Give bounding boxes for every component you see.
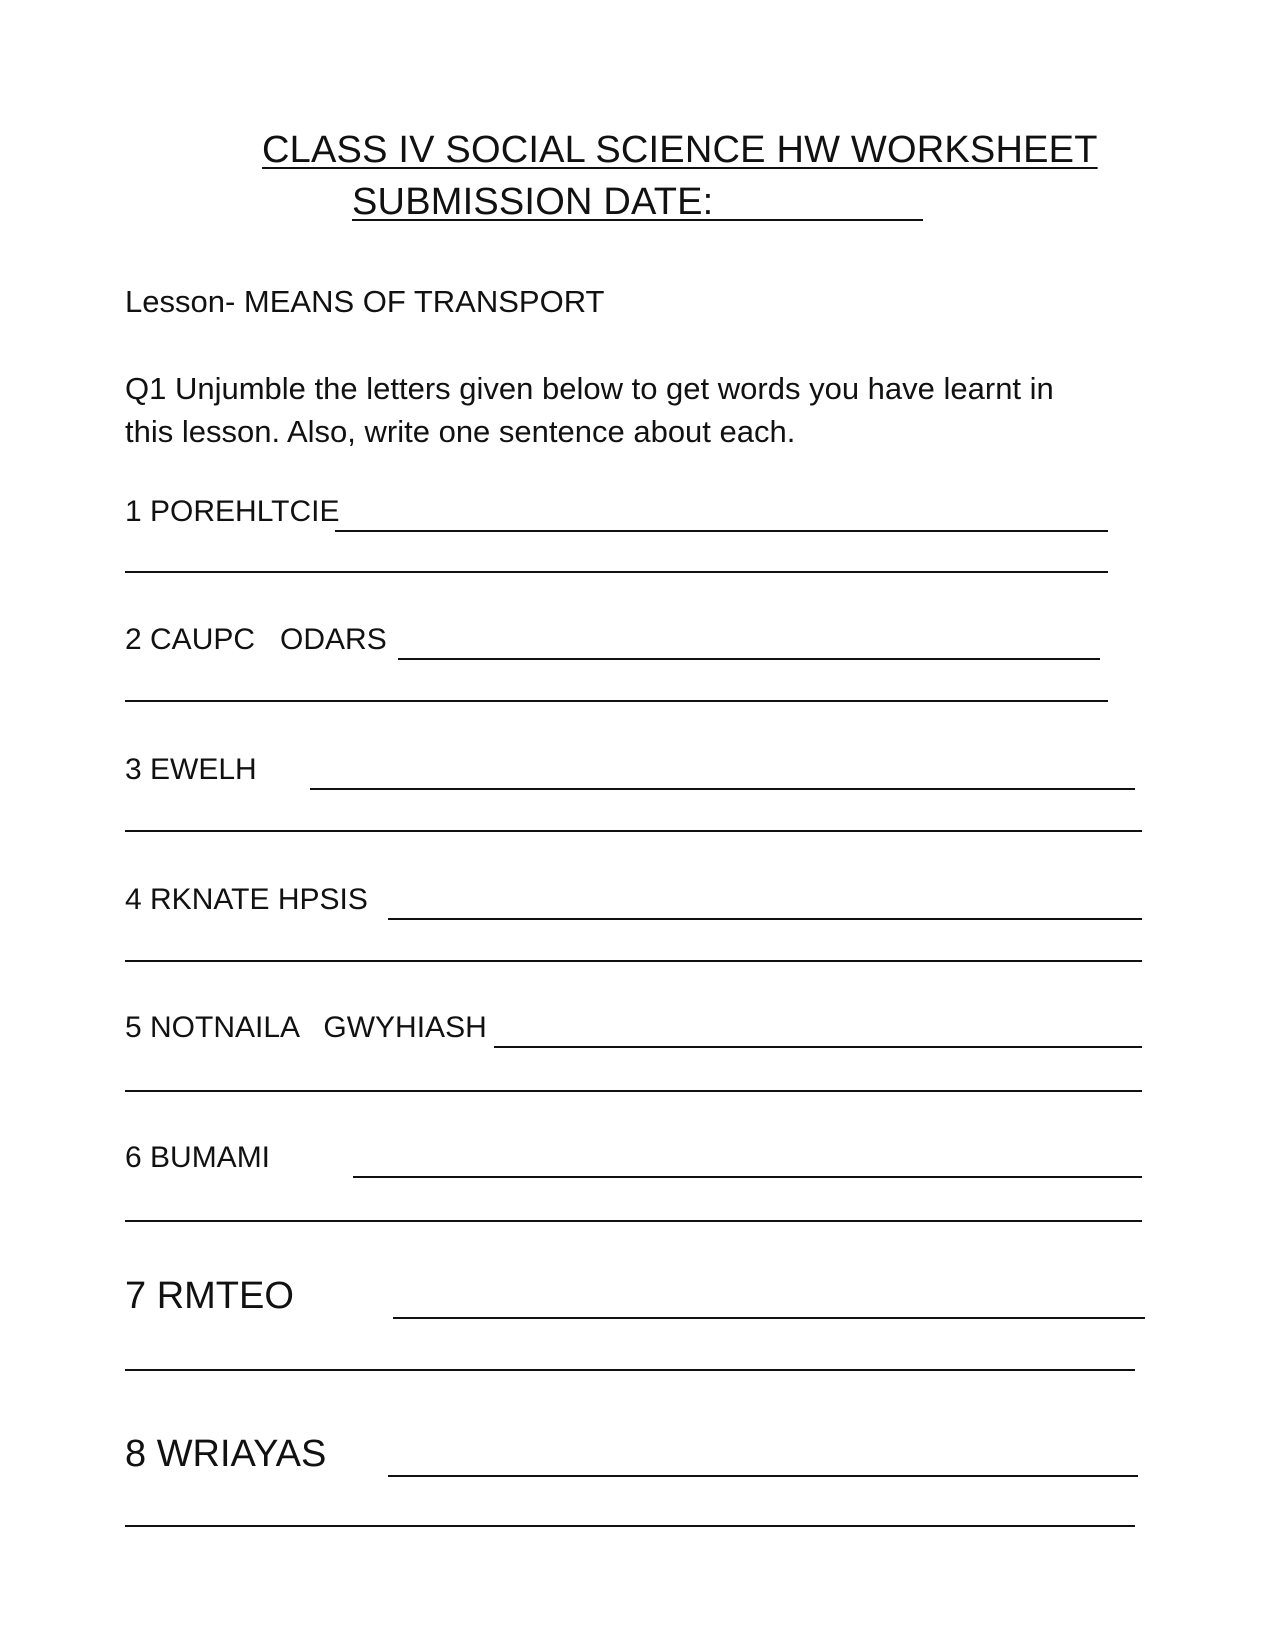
item-2-label: 2 CAUPC ODARS: [125, 623, 387, 656]
question-text-line-2: this lesson. Also, write one sentence about each.: [125, 414, 796, 449]
item-3-sentence-line[interactable]: [125, 830, 1142, 832]
item-1-label: 1 POREHLTCIE: [125, 495, 340, 528]
item-7-label: 7 RMTEO: [125, 1275, 294, 1317]
item-1-answer-line[interactable]: [335, 530, 1108, 532]
worksheet-title: CLASS IV SOCIAL SCIENCE HW WORKSHEET: [262, 129, 1098, 171]
item-6-label: 6 BUMAMI: [125, 1141, 271, 1174]
item-8-label: 8 WRIAYAS: [125, 1433, 327, 1475]
item-3-label: 3 EWELH: [125, 753, 257, 786]
item-5-answer-line[interactable]: [494, 1046, 1142, 1048]
item-6-answer-line[interactable]: [353, 1176, 1142, 1178]
item-4-answer-line[interactable]: [388, 918, 1142, 920]
item-4-label: 4 RKNATE HPSIS: [125, 883, 368, 916]
submission-date-label: SUBMISSION DATE:: [352, 181, 714, 223]
item-5-label: 5 NOTNAILA GWYHIASH: [125, 1011, 487, 1044]
item-4-sentence-line[interactable]: [125, 960, 1142, 962]
item-3-answer-line[interactable]: [310, 788, 1135, 790]
lesson-heading: Lesson- MEANS OF TRANSPORT: [125, 284, 605, 319]
item-2-sentence-line[interactable]: [125, 700, 1108, 702]
item-8-sentence-line[interactable]: [125, 1525, 1135, 1527]
item-8-answer-line[interactable]: [388, 1475, 1138, 1477]
item-7-sentence-line[interactable]: [125, 1369, 1135, 1371]
item-1-sentence-line[interactable]: [125, 571, 1108, 573]
item-7-answer-line[interactable]: [393, 1317, 1145, 1319]
item-6-sentence-line[interactable]: [125, 1220, 1142, 1222]
item-5-sentence-line[interactable]: [125, 1090, 1142, 1092]
submission-date-blank[interactable]: [690, 219, 923, 221]
question-text-line-1: Q1 Unjumble the letters given below to get words you have learnt in: [125, 371, 1054, 406]
item-2-answer-line[interactable]: [398, 658, 1100, 660]
